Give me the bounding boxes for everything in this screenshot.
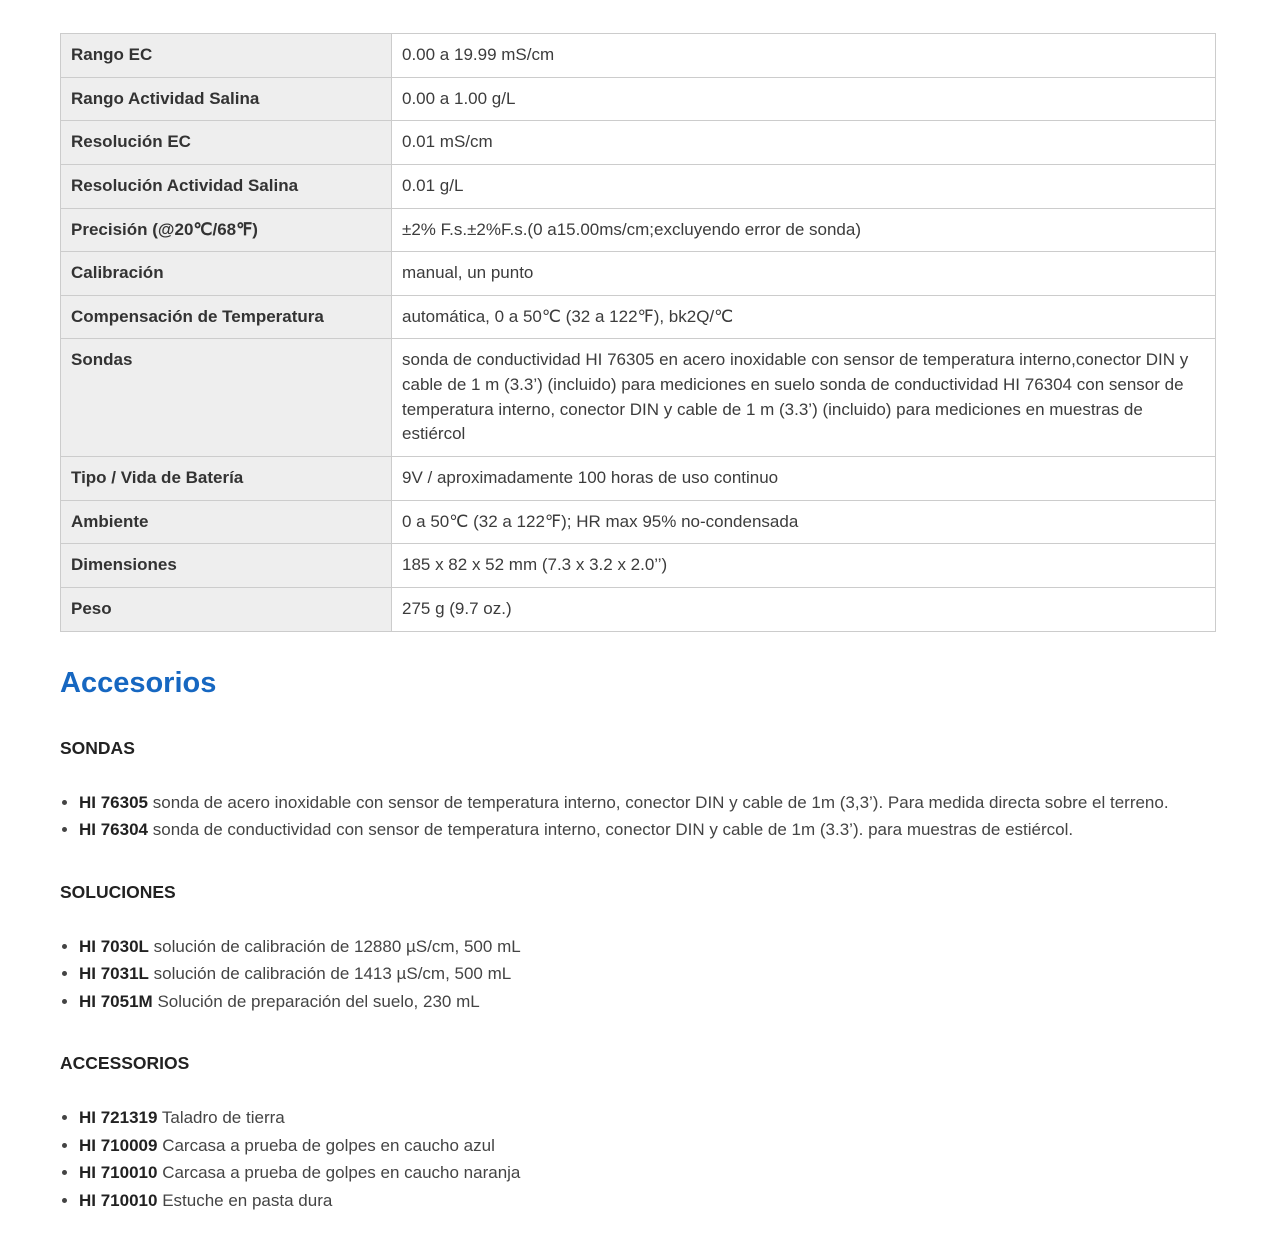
item-text: Solución de preparación del suelo, 230 mL — [157, 991, 480, 1011]
spec-value: automática, 0 a 50℃ (32 a 122℉), bk2Q/℃ — [392, 295, 1216, 339]
spec-label: Calibración — [61, 252, 392, 296]
list-item — [79, 1104, 1215, 1132]
list-item — [79, 789, 1215, 817]
item-text: sonda de acero inoxidable con sensor de temperatura interno, conector DIN y cable de 1m (3,3’). Para medida directa sobre el terreno. — [152, 792, 1169, 812]
spec-label: Sondas — [61, 339, 392, 457]
table-row — [61, 252, 1216, 296]
section-heading: SOLUCIONES — [60, 881, 176, 902]
accessories-section — [60, 882, 1215, 1016]
table-row — [61, 339, 1216, 457]
list-item — [79, 988, 1215, 1016]
accessories-section — [60, 738, 1215, 844]
table-row — [61, 587, 1216, 631]
item-text: sonda de conductividad con sensor de temperatura interno, conector DIN y cable de 1m (3.3’). para muestras de estiércol. — [152, 820, 1074, 840]
item-code: HI 7031L — [79, 964, 149, 984]
list-item — [79, 933, 1215, 961]
section-heading: SONDAS — [60, 737, 135, 758]
accessories-list — [60, 789, 1215, 844]
spec-label: Compensación de Temperatura — [61, 295, 392, 339]
spec-label: Resolución Actividad Salina — [61, 164, 392, 208]
table-row — [61, 164, 1216, 208]
item-code: HI 76305 — [79, 792, 148, 812]
table-row — [61, 77, 1216, 121]
spec-label: Peso — [61, 587, 392, 631]
spec-table — [60, 33, 1216, 632]
item-text: solución de calibración de 12880 µS/cm, 500 mL — [153, 936, 521, 956]
item-code: HI 76304 — [79, 820, 148, 840]
item-text: Carcasa a prueba de golpes en caucho naranja — [162, 1163, 521, 1183]
spec-label: Rango Actividad Salina — [61, 77, 392, 121]
spec-label: Rango EC — [61, 34, 392, 78]
accessories-list — [60, 1104, 1215, 1214]
spec-value: 9V / aproximadamente 100 horas de uso continuo — [392, 457, 1216, 501]
list-item — [79, 1159, 1215, 1187]
accessories-list — [60, 933, 1215, 1016]
accessories-title: Accesorios — [60, 666, 217, 699]
table-row — [61, 208, 1216, 252]
spec-label: Precisión (@20℃/68℉) — [61, 208, 392, 252]
spec-value: 185 x 82 x 52 mm (7.3 x 3.2 x 2.0’’) — [392, 544, 1216, 588]
list-item — [79, 1187, 1215, 1215]
spec-label: Tipo / Vida de Batería — [61, 457, 392, 501]
spec-label: Ambiente — [61, 500, 392, 544]
table-row — [61, 544, 1216, 588]
item-text: Carcasa a prueba de golpes en caucho azul — [162, 1135, 495, 1155]
spec-label: Resolución EC — [61, 121, 392, 165]
spec-value: 0.00 a 19.99 mS/cm — [392, 34, 1216, 78]
spec-value: 0.01 g/L — [392, 164, 1216, 208]
accessories-sections — [60, 738, 1215, 1215]
spec-value: 0.01 mS/cm — [392, 121, 1216, 165]
list-item — [79, 960, 1215, 988]
spec-value: 0.00 a 1.00 g/L — [392, 77, 1216, 121]
item-text: solución de calibración de 1413 µS/cm, 500 mL — [153, 964, 512, 984]
item-code: HI 710010 — [79, 1190, 158, 1210]
spec-value: ±2% F.s.±2%F.s.(0 a15.00ms/cm;excluyendo error de sonda) — [392, 208, 1216, 252]
table-row — [61, 121, 1216, 165]
table-row — [61, 500, 1216, 544]
item-code: HI 710009 — [79, 1135, 158, 1155]
list-item — [79, 816, 1215, 844]
table-row — [61, 457, 1216, 501]
spec-value: 0 a 50℃ (32 a 122℉); HR max 95% no-condensada — [392, 500, 1216, 544]
accessories-section — [60, 1053, 1215, 1214]
section-heading: ACCESSORIOS — [60, 1053, 190, 1074]
item-code: HI 721319 — [79, 1108, 158, 1128]
spec-value: 275 g (9.7 oz.) — [392, 587, 1216, 631]
spec-label: Dimensiones — [61, 544, 392, 588]
spec-value: sonda de conductividad HI 76305 en acero inoxidable con sensor de temperatura interno,conector DIN y cable de 1 m (3.3’) (incluido) para mediciones en suelo sonda de conductividad HI 76304 con sensor de temperatura interno, conector DIN y cable de 1 m (3.3’) (incluido) para mediciones en muestras de estiércol — [392, 339, 1216, 457]
item-code: HI 710010 — [79, 1163, 158, 1183]
table-row — [61, 34, 1216, 78]
spec-value: manual, un punto — [392, 252, 1216, 296]
item-text: Taladro de tierra — [161, 1108, 285, 1128]
list-item — [79, 1132, 1215, 1160]
item-code: HI 7051M — [79, 991, 153, 1011]
table-row — [61, 295, 1216, 339]
item-code: HI 7030L — [79, 936, 149, 956]
item-text: Estuche en pasta dura — [162, 1190, 333, 1210]
